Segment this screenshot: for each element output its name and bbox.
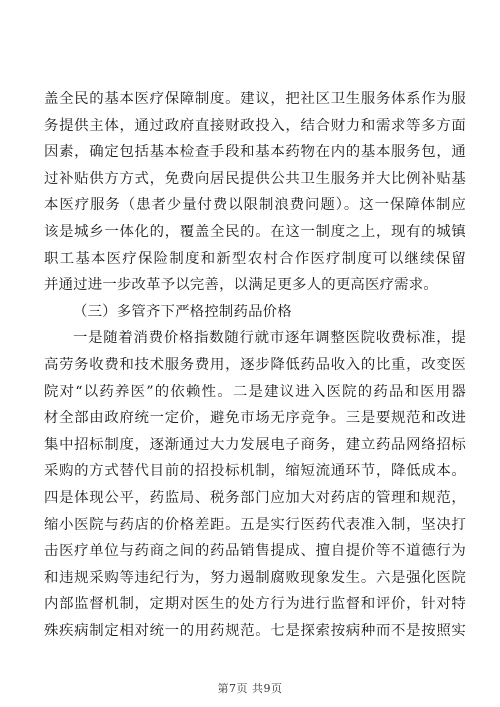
text-line: 该是城乡一体化的，覆盖全民的。在这一制度之上，现有的城镇 — [44, 223, 466, 240]
text-line: 过补贴供方方式，免费向居民提供公共卫生服务并大比例补贴基 — [44, 170, 466, 187]
text-line: 职工基本医疗保险制度和新型农村合作医疗制度可以继续保留 — [44, 250, 466, 267]
document-body — [44, 86, 466, 644]
text-line: 一是随着消费价格指数随行就市逐年调整医院收费标准，提 — [73, 330, 466, 347]
text-line: 并通过进一步改革予以完善，以满足更多人的更高医疗需求。 — [44, 277, 438, 294]
text-line: 因素，确定包括基本检查手段和基本药物在内的基本服务包，通 — [44, 144, 466, 161]
paragraph-2 — [44, 325, 466, 644]
section-heading: （三）多管齐下严格控制药品价格 — [73, 303, 292, 320]
text-line: 院对“以药养医”的依赖性。二是建议进入医院的药品和医用器 — [44, 383, 466, 400]
text-line: 材全部由政府统一定价，避免市场无序竞争。三是要规范和改进 — [44, 410, 466, 427]
text-line: 四是体现公平，药监局、税务部门应加大对药店的管理和规范， — [44, 489, 466, 506]
text-line: 务提供主体，通过政府直接财政投入，结合财力和需求等多方面 — [44, 117, 466, 134]
paragraph-1 — [44, 86, 466, 299]
text-line: 采购的方式替代目前的招投标机制，缩短流通环节，降低成本。 — [44, 463, 466, 480]
text-line: 击医疗单位与药商之间的药品销售提成、擅自提价等不道德行为 — [44, 543, 466, 560]
text-line: 殊疾病制定相对统一的用药规范。七是探索按病种而不是按照实 — [44, 622, 466, 639]
text-line: 缩小医院与药店的价格差距。五是实行医药代表准入制，坚决打 — [44, 516, 466, 533]
text-line: 集中招标制度，逐渐通过大力发展电子商务，建立药品网络招标 — [44, 436, 466, 453]
text-line: 和违规采购等违纪行为，努力遏制腐败现象发生。六是强化医院 — [44, 569, 466, 586]
text-line: 内部监督机制，定期对医生的处方行为进行监督和评价，针对特 — [44, 596, 466, 613]
text-line: 本医疗服务（患者少量付费以限制浪费问题）。这一保障体制应 — [44, 197, 466, 214]
text-line: 盖全民的基本医疗保障制度。建议，把社区卫生服务体系作为服 — [44, 91, 466, 107]
page-number-footer: 第7页 共9页 — [217, 682, 283, 695]
text-line: 高劳务收费和技术服务费用，逐步降低药品收入的比重，改变医 — [44, 356, 466, 373]
